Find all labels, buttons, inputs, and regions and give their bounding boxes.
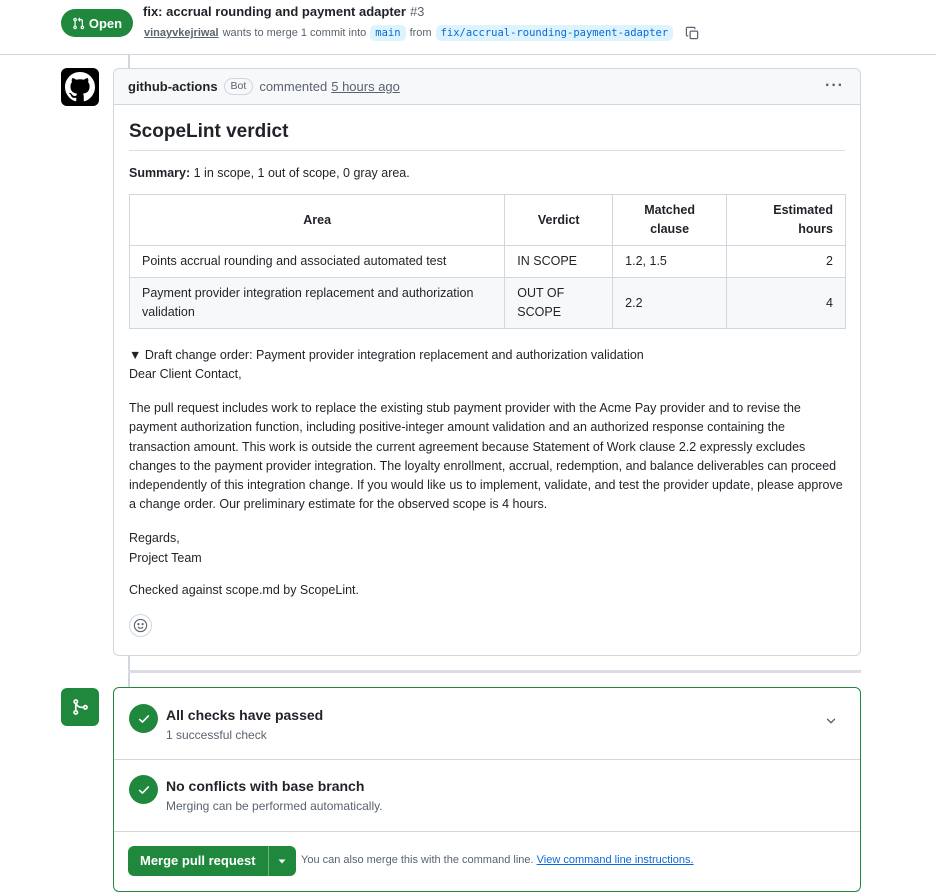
column-header-area: Area (130, 195, 505, 246)
avatar[interactable] (61, 68, 99, 106)
cell-hours: 2 (727, 246, 846, 278)
table-row (130, 278, 846, 329)
timeline-divider (128, 670, 861, 673)
conflicts-title: No conflicts with base branch (166, 778, 365, 794)
comment-author[interactable]: github-actions (128, 79, 218, 94)
timeline-line (128, 55, 130, 68)
merge-box (113, 687, 861, 892)
checks-title: All checks have passed (166, 707, 324, 723)
command-line-instructions-link[interactable]: View command line instructions. (536, 854, 694, 866)
bot-badge: Bot (224, 78, 254, 95)
cell-verdict: IN SCOPE (505, 246, 613, 278)
change-order-letter (129, 365, 845, 568)
state-label: Open (88, 15, 123, 31)
letter-paragraph: The pull request includes work to replace the existing stub payment provider with the Acme Pay provider and to revise the payment authorization function, including positive-integer amount validation and an authorized response containing the transaction amount. This work is outside the current agreement because Statement of Work clause 2.2 expressly excludes changes to the payment provider integration. The loyalty enrollment, accrual, redemption, and balance deliverables can proceed independently of this integration change. If you would like us to implement, validate, and test the provider update, please approve a change order. Our preliminary estimate for the observed scope is 4 hours. (129, 401, 843, 512)
pr-title: fix: accrual rounding and payment adapter (143, 4, 406, 19)
letter-greeting: Dear Client Contact, (129, 367, 242, 381)
merge-hint (301, 854, 694, 866)
summary-label: Summary: (129, 166, 191, 180)
state-badge (61, 9, 133, 37)
smiley-icon (133, 618, 148, 633)
comment-body (114, 121, 860, 637)
verdict-heading: ScopeLint verdict (129, 121, 845, 151)
cell-verdict: OUT OF SCOPE (505, 278, 613, 329)
pr-number: #3 (409, 4, 425, 19)
merge-hint-text: You can also merge this with the command line. (301, 854, 534, 866)
pr-title-row (143, 4, 424, 19)
check-success-icon (129, 775, 158, 804)
details-toggle[interactable]: ▼ Draft change order: Payment provider integration replacement and authorization validation (129, 348, 644, 362)
cell-clause: 1.2, 1.5 (613, 246, 727, 278)
table-header-row (130, 195, 846, 246)
column-header-hours: Estimated hours (727, 195, 846, 246)
merge-action-row (114, 832, 860, 892)
chevron-down-icon[interactable] (824, 714, 838, 728)
add-reaction-button[interactable] (129, 614, 152, 637)
comment-box (113, 68, 861, 656)
summary (129, 166, 845, 180)
comment-timestamp[interactable]: 5 hours ago (331, 79, 400, 94)
column-header-verdict: Verdict (505, 195, 613, 246)
cell-area: Payment provider integration replacement and authorization validation (130, 278, 505, 329)
conflicts-subtitle: Merging can be performed automatically. (166, 799, 383, 813)
pr-meta (144, 25, 700, 41)
comment-header (114, 69, 860, 105)
check-success-icon (129, 704, 158, 733)
cell-hours: 4 (727, 278, 846, 329)
github-logo-icon (65, 72, 95, 102)
git-pull-request-icon (72, 17, 85, 30)
pr-header (0, 0, 936, 55)
triangle-down-icon (277, 856, 287, 866)
scope-table (129, 194, 846, 329)
from-text: from (409, 27, 432, 39)
pr-author-link[interactable]: vinayvkejriwal (144, 27, 219, 39)
cell-area: Points accrual rounding and associated automated test (130, 246, 505, 278)
comment-action: commented (259, 79, 328, 94)
scopelint-footer: Checked against scope.md by ScopeLint. (129, 582, 359, 597)
timeline-line (128, 673, 130, 687)
merge-options-dropdown[interactable] (268, 846, 296, 876)
letter-signature: Project Team (129, 550, 202, 565)
merge-pull-request-button[interactable]: Merge pull request (128, 846, 268, 876)
letter-regards: Regards, (129, 531, 180, 546)
merge-text: wants to merge 1 commit into (222, 27, 367, 39)
table-row (130, 246, 846, 278)
copy-icon[interactable] (685, 26, 700, 41)
cell-clause: 2.2 (613, 278, 727, 329)
kebab-menu-icon[interactable]: ··· (825, 77, 844, 94)
conflicts-row (114, 760, 860, 832)
git-merge-icon (61, 688, 99, 726)
base-branch[interactable]: main (370, 25, 405, 41)
merge-button-group (128, 846, 296, 876)
column-header-clause: Matched clause (613, 195, 727, 246)
summary-text: 1 in scope, 1 out of scope, 0 gray area. (193, 166, 410, 180)
timeline-line (128, 656, 130, 670)
head-branch[interactable]: fix/accrual-rounding-payment-adapter (436, 25, 674, 41)
checks-subtitle: 1 successful check (166, 728, 267, 742)
checks-row[interactable] (114, 688, 860, 760)
